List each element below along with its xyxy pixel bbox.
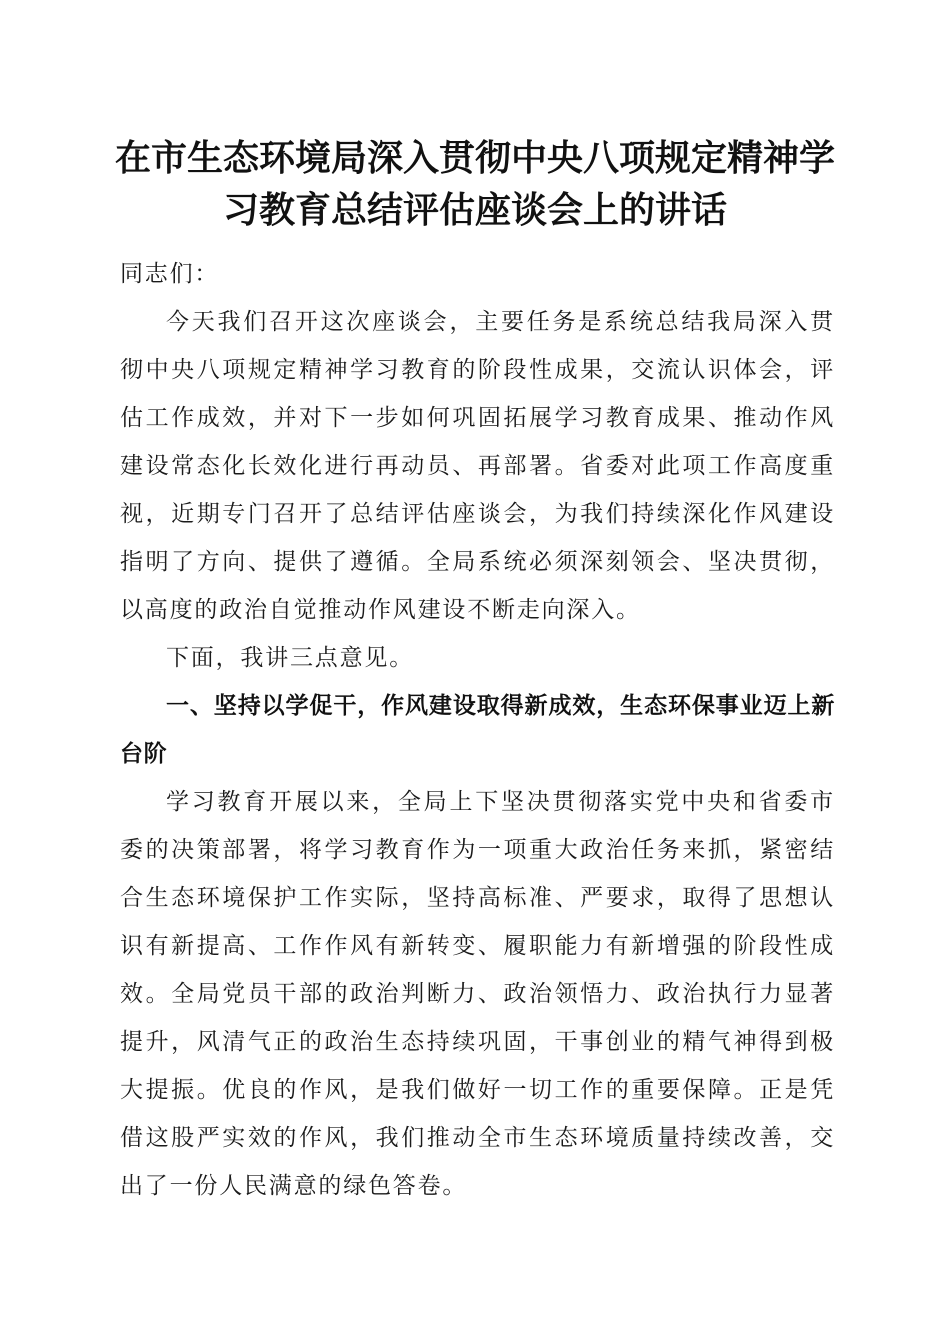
section-1-paragraph: 学习教育开展以来，全局上下坚决贯彻落实党中央和省委市委的决策部署，将学习教育作为一项重大政治任务来抓，紧密结合生态环境保护工作实际，坚持高标准、严要求，取得了思想认识有新提高、工作作风有新转变、履职能力有新增强的阶段性成效。全局党员干部的政治判断力、政治领悟力、政治执行力显著提升，风清气正的政治生态持续巩固，干事创业的精气神得到极大提振。优良的作风，是我们做好一切工作的重要保障。正是凭借这股严实效的作风，我们推动全市生态环境质量持续改善，交出了一份人民满意的绿色答卷。 — [120, 789, 835, 1199]
paragraph-intro: 今天我们召开这次座谈会，主要任务是系统总结我局深入贯彻中央八项规定精神学习教育的阶段性成果，交流认识体会，评估工作成效，并对下一步如何巩固拓展学习教育成果、推动作风建设常态化长效化进行再动员、再部署。省委对此项工作高度重视，近期专门召开了总结评估座谈会，为我们持续深化作风建设指明了方向、提供了遵循。全局系统必须深刻领会、坚决贯彻，以高度的政治自觉推动作风建设不断走向深入。 — [120, 309, 835, 623]
document-title — [110, 132, 840, 236]
title-line-2: 习教育总结评估座谈会上的讲话 — [222, 189, 727, 231]
document-body — [120, 250, 835, 1210]
title-line-1: 在市生态环境局深入贯彻中央八项规定精神学 — [114, 137, 835, 179]
greeting: 同志们： — [120, 261, 220, 287]
paragraph-outline: 下面，我讲三点意见。 — [166, 645, 414, 671]
section-1-heading: 一、坚持以学促干，作风建设取得新成效，生态环保事业迈上新台阶 — [120, 693, 835, 767]
